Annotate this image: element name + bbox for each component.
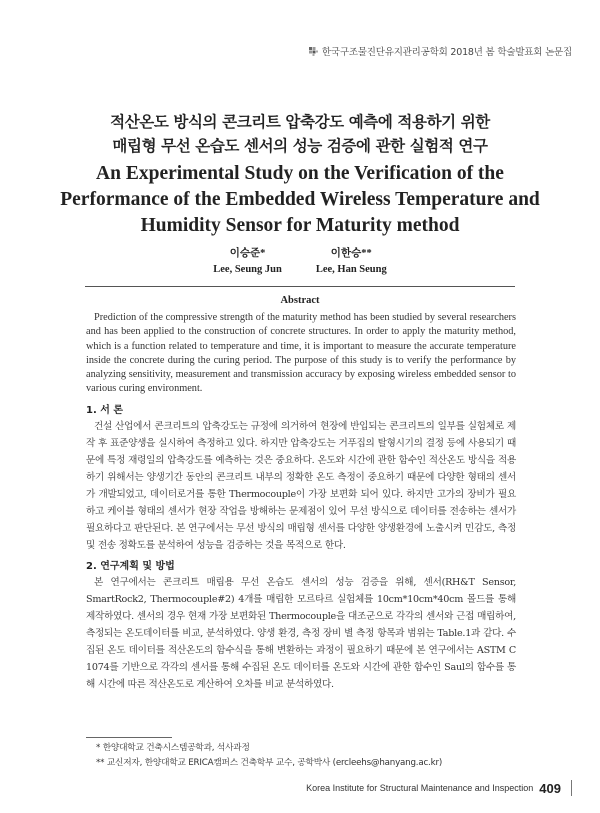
footnote: ** 교신저자, 한양대학교 ERICA캠퍼스 건축학부 교수, 공학박사 (ercleehs@hanyang.ac.kr) [96, 758, 443, 768]
korean-title [0, 110, 600, 158]
footnote: * 한양대학교 건축시스템공학과, 석사과정 [96, 743, 250, 753]
section-heading-introduction: 1. 서 론 [86, 405, 124, 416]
section-body-introduction: 건설 산업에서 콘크리트의 압축강도는 규정에 의거하여 현장에 반입되는 콘크리트의 일부를 실험체로 제작 후 표준양생을 실시하여 측정하고 있다. 하지만 압축강도는 거푸집의 탈형시기의 결정 등에 사용되기 때문에 특정 재령일의 압축강도를 예측하는 것은 중요하다. 온도와 시간에 관한 함수인 적산온도 방식을 적용하기 위해서는 양생기간 동안의 콘크리트 내부의 정확한 온도 측정이 중요하기 때문에 다양한 형태의 센서가 개발되었고, 데이터로거를 통한 Thermocouple이 가장 보편화 되어 있다. 하지만 고가의 장비가 필요하고 케이블 형태의 센서가 현장 작업을 방해하는 문제점이 있어 무선 방식으로 데이터를 전송하는 센서가 필요하다고 판단된다. 본 연구에서는 무선 방식의 매립형 센서를 다양한 양생환경에 노출시켜 민감도, 측정 및 전송 정확도를 분석하여 성능을 검증하는 것을 목적으로 한다. [86, 421, 516, 551]
page-number: 409 [539, 780, 561, 796]
english-title [0, 161, 600, 239]
journal-logo-icon [309, 47, 318, 56]
title-divider [85, 286, 515, 287]
korean-title-line: 매립형 무선 온습도 센서의 성능 검증에 관한 실험적 연구 [112, 136, 488, 155]
korean-title-line: 적산온도 방식의 콘크리트 압축강도 예측에 적용하기 위한 [110, 112, 490, 131]
english-title-line: An Experimental Study on the Verification of the [96, 163, 504, 184]
abstract-body: Prediction of the compressive strength of the maturity method has been studied by several researchers and has been applied to the construction of concrete structures. In order to apply the maturity method, which is a function related to temperature and time, it is important to measure the accurate temperature inside the concrete during the curing period. The purpose of this study is to verify the performance by analyzing sensitivity, measurement and transmission accuracy by exposing wireless embedded sensor to various curing environment. [86, 312, 516, 395]
author-name-ko: 이승준* [229, 248, 266, 259]
footnotes [96, 741, 442, 771]
running-header [309, 44, 572, 58]
footer-text: Korea Institute for Structural Maintenance and Inspection [306, 783, 534, 793]
section-body-method: 본 연구에서는 콘크리트 매립용 무선 온습도 센서의 성능 검증을 위해, 센서(RH&T Sensor, SmartRock2, Thermocouple#2) 4개를 매립한 모르타르 실험체를 10cm*10cm*40cm 몰드를 통해 제작하였다. 센서의 경우 현재 가장 보편화된 Thermocouple을 대조군으로 각각의 센서와 근접 매립하여, 측정되는 온도데이터를 비교, 분석하였다. 양생 환경, 측정 장비 별 측정 항목과 범위는 Table.1과 같다. 수집된 온도 데이터를 적산온도의 함수식을 통해 변환하는 과정이 필요하기 때문에 본 연구에서는 ASTM C 1074를 기반으로 각각의 센서를 통해 수집된 온도 데이터를 온도와 시간에 관한 함수인 Saul의 함수를 통해 시간에 따른 적산온도로 계산하여 오차를 비교 분석하였다. [86, 577, 516, 690]
author-name-ko: 이한승** [330, 248, 372, 259]
abstract-heading: Abstract [280, 295, 320, 306]
author-list [0, 246, 600, 278]
author [213, 246, 282, 278]
author [316, 246, 387, 278]
english-title-line: Performance of the Embedded Wireless Temperature and [60, 189, 540, 210]
english-title-line: Humidity Sensor for Maturity method [140, 215, 460, 236]
footer-bar [571, 780, 572, 796]
section-heading-method: 2. 연구계획 및 방법 [86, 561, 175, 572]
author-name-en: Lee, Seung Jun [213, 264, 282, 275]
footnote-divider [86, 737, 172, 738]
author-name-en: Lee, Han Seung [315, 264, 387, 275]
page-footer [306, 780, 572, 796]
header-text: 한국구조물진단유지관리공학회 2018년 봄 학술발표회 논문집 [321, 47, 572, 58]
